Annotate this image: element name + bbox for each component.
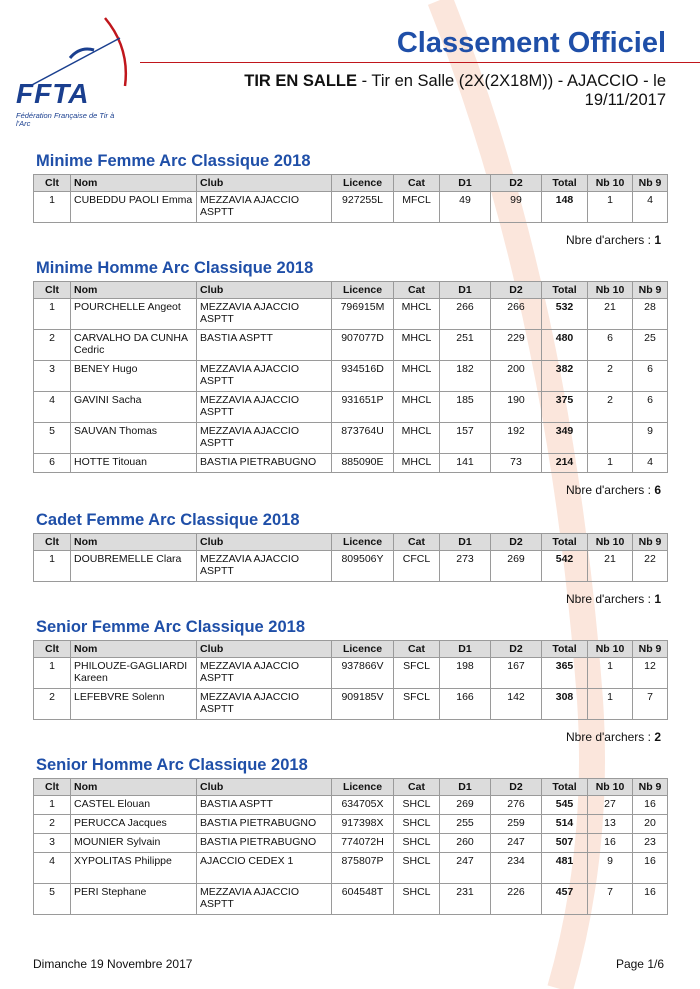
cell-total: 214 [542,454,588,473]
column-header: Nom [71,534,197,551]
cell-clt: 1 [34,299,71,330]
cell-licence: 909185V [332,689,394,720]
cell-club: MEZZAVIA AJACCIO ASPTT [197,551,332,582]
cell-clt: 2 [34,815,71,834]
cell-cat: MHCL [394,392,440,423]
cell-cat: SFCL [394,658,440,689]
table-header-row [34,175,668,192]
column-header: D1 [440,779,491,796]
cell-d1: 185 [440,392,491,423]
section-3 [33,616,667,744]
cell-total: 481 [542,853,588,884]
column-header: Nb 9 [633,175,668,192]
cell-club: MEZZAVIA AJACCIO ASPTT [197,192,332,223]
section-title: Cadet Femme Arc Classique 2018 [36,511,300,529]
cell-d1: 247 [440,853,491,884]
archer-count [33,483,667,497]
cell-clt: 1 [34,658,71,689]
table-header-row [34,534,668,551]
cell-licence: 917398X [332,815,394,834]
cell-d2: 192 [491,423,542,454]
cell-d2: 73 [491,454,542,473]
column-header: Clt [34,779,71,796]
cell-nom: XYPOLITAS Philippe [71,853,197,884]
cell-clt: 1 [34,551,71,582]
footer-date: Dimanche 19 Novembre 2017 [33,957,193,971]
cell-d1: 141 [440,454,491,473]
section-title: Senior Femme Arc Classique 2018 [36,618,306,636]
table-row [34,796,668,815]
cell-nom: CASTEL Elouan [71,796,197,815]
table-row [34,884,668,915]
cell-club: BASTIA ASPTT [197,796,332,815]
cell-nb10: 1 [588,689,633,720]
section-0 [33,150,667,247]
cell-d1: 251 [440,330,491,361]
cell-licence: 934516D [332,361,394,392]
cell-licence: 873764U [332,423,394,454]
archer-count-label: Nbre d'archers : [565,592,655,606]
cell-cat: MHCL [394,361,440,392]
cell-d1: 266 [440,299,491,330]
cell-d2: 226 [491,884,542,915]
cell-total: 457 [542,884,588,915]
archer-count-label: Nbre d'archers : [565,233,655,247]
cell-d1: 182 [440,361,491,392]
cell-clt: 2 [34,689,71,720]
cell-clt: 6 [34,454,71,473]
column-header: Cat [394,641,440,658]
column-header: Nb 10 [588,534,633,551]
table-row [34,330,668,361]
table-row [34,658,668,689]
cell-nb9: 4 [633,192,668,223]
cell-total: 382 [542,361,588,392]
cell-club: MEZZAVIA AJACCIO ASPTT [197,392,332,423]
cell-licence: 907077D [332,330,394,361]
cell-nb9: 6 [633,361,668,392]
cell-club: MEZZAVIA AJACCIO ASPTT [197,299,332,330]
column-header: Licence [332,534,394,551]
column-header: D1 [440,534,491,551]
column-header: D2 [491,282,542,299]
cell-licence: 796915M [332,299,394,330]
column-header: D2 [491,534,542,551]
cell-clt: 3 [34,834,71,853]
cell-club: AJACCIO CEDEX 1 [197,853,332,884]
column-header: Nom [71,175,197,192]
page-title: Classement Officiel [396,27,666,59]
column-header: D1 [440,175,491,192]
column-header: Club [197,534,332,551]
cell-nom: BENEY Hugo [71,361,197,392]
cell-clt: 2 [34,330,71,361]
cell-d1: 198 [440,658,491,689]
cell-total: 480 [542,330,588,361]
cell-cat: SHCL [394,834,440,853]
column-header: Club [197,282,332,299]
cell-nom: POURCHELLE Angeot [71,299,197,330]
cell-total: 514 [542,815,588,834]
column-header: Club [197,779,332,796]
table-row [34,192,668,223]
cell-cat: MFCL [394,192,440,223]
section-2 [33,509,667,606]
column-header: Nom [71,282,197,299]
column-header: Cat [394,534,440,551]
column-header: Total [542,534,588,551]
title-divider [140,62,700,63]
cell-licence: 604548T [332,884,394,915]
archer-count-value: 2 [654,730,661,744]
table-header-row [34,282,668,299]
cell-nb9: 20 [633,815,668,834]
cell-cat: CFCL [394,551,440,582]
cell-licence: 774072H [332,834,394,853]
cell-d2: 99 [491,192,542,223]
cell-licence: 885090E [332,454,394,473]
cell-clt: 5 [34,884,71,915]
column-header: Nb 9 [633,779,668,796]
column-header: Nb 9 [633,534,668,551]
event-details: - Tir en Salle (2X(2X18M)) - AJACCIO - le 19/11/2017 [357,72,666,109]
cell-nom: PERUCCA Jacques [71,815,197,834]
archer-count-value: 1 [654,592,661,606]
cell-nb10: 7 [588,884,633,915]
cell-nom: SAUVAN Thomas [71,423,197,454]
column-header: Nb 9 [633,282,668,299]
ffta-logo [10,8,140,128]
archer-count-label: Nbre d'archers : [565,483,655,497]
cell-licence: 927255L [332,192,394,223]
cell-nb9: 25 [633,330,668,361]
footer-page-number: Page 1/6 [615,957,664,971]
column-header: D2 [491,641,542,658]
cell-nb9: 16 [633,853,668,884]
cell-club: BASTIA PIETRABUGNO [197,815,332,834]
column-header: Cat [394,282,440,299]
page-header [0,0,700,130]
cell-nom: LEFEBVRE Solenn [71,689,197,720]
cell-club: BASTIA PIETRABUGNO [197,834,332,853]
table-header-row [34,779,668,796]
cell-total: 507 [542,834,588,853]
archer-count-value: 1 [654,233,661,247]
cell-club: MEZZAVIA AJACCIO ASPTT [197,361,332,392]
cell-nb10: 21 [588,551,633,582]
cell-clt: 3 [34,361,71,392]
ranking-table [33,640,668,720]
section-title: Senior Homme Arc Classique 2018 [36,756,308,774]
cell-nb10: 1 [588,192,633,223]
column-header: Clt [34,282,71,299]
cell-club: MEZZAVIA AJACCIO ASPTT [197,423,332,454]
table-row [34,689,668,720]
column-header: Clt [34,641,71,658]
column-header: Cat [394,175,440,192]
table-row [34,834,668,853]
column-header: Nb 10 [588,779,633,796]
cell-nb9: 16 [633,884,668,915]
cell-nb9: 6 [633,392,668,423]
cell-nom: CUBEDDU PAOLI Emma [71,192,197,223]
cell-d1: 273 [440,551,491,582]
cell-club: BASTIA PIETRABUGNO [197,454,332,473]
cell-d2: 229 [491,330,542,361]
cell-d2: 247 [491,834,542,853]
table-header-row [34,641,668,658]
cell-nb9: 16 [633,796,668,815]
cell-club: MEZZAVIA AJACCIO ASPTT [197,658,332,689]
cell-nb10: 16 [588,834,633,853]
cell-nom: PHILOUZE-GAGLIARDI Kareen [71,658,197,689]
column-header: Clt [34,534,71,551]
column-header: Total [542,282,588,299]
cell-cat: MHCL [394,423,440,454]
cell-licence: 937866V [332,658,394,689]
cell-d1: 166 [440,689,491,720]
cell-d1: 157 [440,423,491,454]
archer-count [33,233,667,247]
cell-d1: 269 [440,796,491,815]
cell-nb9: 7 [633,689,668,720]
cell-cat: SHCL [394,796,440,815]
cell-cat: SFCL [394,689,440,720]
column-header: Licence [332,779,394,796]
cell-cat: SHCL [394,853,440,884]
section-title: Minime Femme Arc Classique 2018 [36,152,311,170]
table-row [34,423,668,454]
cell-nb10: 1 [588,454,633,473]
bow-arc-icon [10,8,140,88]
cell-nb9: 9 [633,423,668,454]
cell-total: 545 [542,796,588,815]
column-header: Licence [332,175,394,192]
cell-d2: 276 [491,796,542,815]
column-header: Clt [34,175,71,192]
column-header: D2 [491,175,542,192]
table-row [34,454,668,473]
column-header: D2 [491,779,542,796]
cell-club: BASTIA ASPTT [197,330,332,361]
cell-nb9: 4 [633,454,668,473]
cell-d1: 255 [440,815,491,834]
table-row [34,392,668,423]
cell-d1: 49 [440,192,491,223]
cell-nom: CARVALHO DA CUNHA Cedric [71,330,197,361]
column-header: Licence [332,282,394,299]
ranking-table [33,533,668,582]
table-row [34,551,668,582]
cell-nb9: 22 [633,551,668,582]
cell-clt: 1 [34,192,71,223]
cell-d2: 167 [491,658,542,689]
cell-nom: PERI Stephane [71,884,197,915]
ranking-table [33,174,668,223]
cell-total: 308 [542,689,588,720]
section-1 [33,257,667,497]
cell-cat: SHCL [394,884,440,915]
cell-d2: 234 [491,853,542,884]
cell-nb10: 9 [588,853,633,884]
cell-d2: 266 [491,299,542,330]
archer-count-value: 6 [654,483,661,497]
cell-nom: GAVINI Sacha [71,392,197,423]
cell-nb10: 1 [588,658,633,689]
table-row [34,853,668,884]
cell-nb10 [588,423,633,454]
cell-d2: 269 [491,551,542,582]
table-row [34,361,668,392]
cell-nb9: 12 [633,658,668,689]
cell-club: MEZZAVIA AJACCIO ASPTT [197,689,332,720]
section-title: Minime Homme Arc Classique 2018 [36,259,314,277]
cell-d2: 259 [491,815,542,834]
column-header: Total [542,641,588,658]
cell-d2: 200 [491,361,542,392]
column-header: Nb 10 [588,641,633,658]
column-header: Nb 10 [588,282,633,299]
cell-nb10: 2 [588,361,633,392]
archer-count-label: Nbre d'archers : [565,730,655,744]
table-row [34,299,668,330]
cell-licence: 875807P [332,853,394,884]
cell-clt: 5 [34,423,71,454]
event-type: TIR EN SALLE [244,72,357,90]
column-header: D1 [440,282,491,299]
cell-total: 375 [542,392,588,423]
cell-total: 349 [542,423,588,454]
column-header: Cat [394,779,440,796]
column-header: Club [197,641,332,658]
cell-nom: HOTTE Titouan [71,454,197,473]
cell-d1: 260 [440,834,491,853]
cell-cat: MHCL [394,330,440,361]
column-header: Nb 9 [633,641,668,658]
cell-clt: 4 [34,853,71,884]
column-header: Total [542,779,588,796]
archer-count [33,730,667,744]
cell-licence: 634705X [332,796,394,815]
cell-clt: 4 [34,392,71,423]
cell-cat: MHCL [394,299,440,330]
column-header: Nb 10 [588,175,633,192]
cell-total: 542 [542,551,588,582]
table-row [34,815,668,834]
cell-nb9: 28 [633,299,668,330]
cell-licence: 931651P [332,392,394,423]
cell-nom: DOUBREMELLE Clara [71,551,197,582]
cell-nb10: 27 [588,796,633,815]
cell-cat: MHCL [394,454,440,473]
cell-d2: 142 [491,689,542,720]
cell-total: 532 [542,299,588,330]
cell-nb10: 21 [588,299,633,330]
section-4 [33,754,667,915]
cell-club: MEZZAVIA AJACCIO ASPTT [197,884,332,915]
cell-licence: 809506Y [332,551,394,582]
cell-total: 148 [542,192,588,223]
cell-clt: 1 [34,796,71,815]
cell-total: 365 [542,658,588,689]
column-header: Licence [332,641,394,658]
column-header: Nom [71,641,197,658]
cell-nom: MOUNIER Sylvain [71,834,197,853]
logo-lettering: FFTA [16,78,90,109]
column-header: D1 [440,641,491,658]
column-header: Nom [71,779,197,796]
cell-nb9: 23 [633,834,668,853]
cell-d1: 231 [440,884,491,915]
cell-d2: 190 [491,392,542,423]
archer-count [33,592,667,606]
cell-nb10: 6 [588,330,633,361]
column-header: Total [542,175,588,192]
ranking-table [33,778,668,915]
cell-nb10: 2 [588,392,633,423]
cell-nb10: 13 [588,815,633,834]
cell-cat: SHCL [394,815,440,834]
column-header: Club [197,175,332,192]
event-subtitle [206,72,666,110]
ranking-table [33,281,668,473]
federation-name: Fédération Française de Tir à l'Arc [16,111,115,128]
